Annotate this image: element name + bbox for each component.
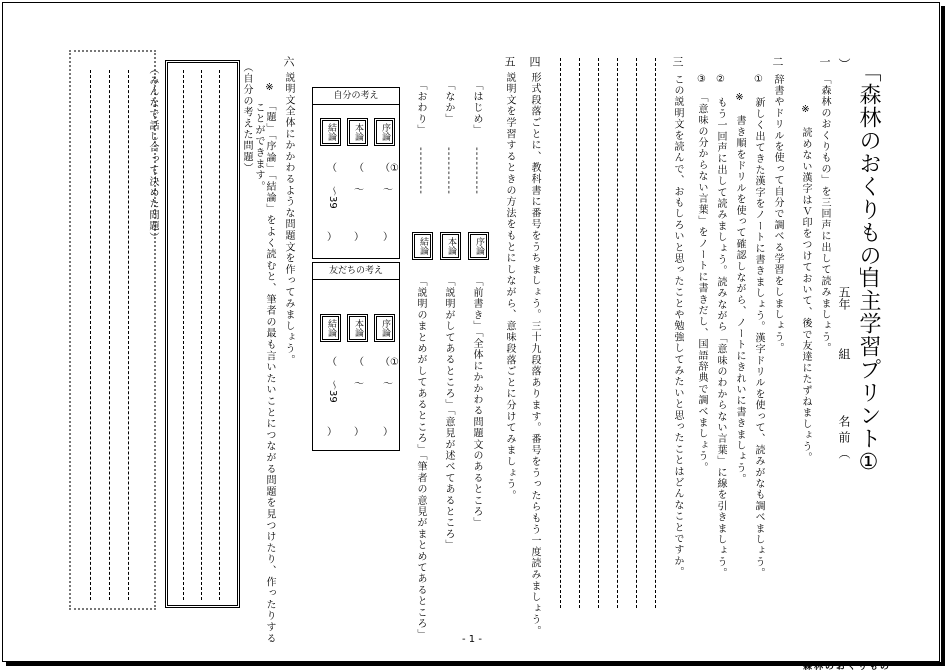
answer-line — [90, 70, 91, 600]
leader-dots: ‐‐‐‐‐‐‐‐‐‐ — [443, 147, 454, 196]
name-label: 名前 — [837, 415, 851, 447]
paragraph-range-sep: ～39 — [327, 380, 338, 403]
document-title: 「森林のおくりもの」 — [856, 60, 881, 290]
answer-line — [579, 58, 580, 608]
answer-line — [219, 70, 220, 600]
name-bracket-close: ） — [837, 58, 851, 70]
part-desc: 「前書き」「全体にかかわる問題文のあるところ」 — [471, 276, 482, 529]
paragraph-range-open: （ — [354, 357, 364, 368]
honron-label: 本論 — [440, 232, 461, 260]
ketsuron-label: 結論 — [320, 314, 341, 342]
paragraph-range-sep: ～39 — [327, 186, 338, 209]
document-subtitle: 自主学習プリント① — [856, 266, 881, 476]
section-6-note: ※ 「題」「序論」「結論」をよく読むと、筆者の最も言いたいことにつながる問題を見つけたり、作ったりする — [264, 82, 275, 645]
answer-line — [560, 58, 561, 608]
paragraph-range-open: （ — [327, 163, 337, 174]
section-number: 五 — [503, 56, 516, 69]
honron-label: 本論 — [347, 118, 368, 146]
honron-label: 本論 — [347, 314, 368, 342]
section-6-text: 説明文全体にかかわるような問題文を作ってみましょう。 — [283, 72, 294, 366]
table-header: 自分の考え — [313, 88, 399, 105]
group-question-label: （みんなで話し合って決めた問題） — [147, 64, 158, 244]
section-1-note: ※ 読めない漢字はＶ印をつけておいて、後で友達にたずねましょう。 — [800, 104, 811, 464]
paragraph-range-sep: ～ — [354, 379, 364, 390]
table-header: 友だちの考え — [313, 263, 399, 280]
joron-label: 序論 — [374, 314, 395, 342]
grade-label: 五年 — [837, 286, 851, 310]
own-question-frame — [165, 60, 240, 608]
answer-line — [128, 70, 129, 600]
footer-title: 森林のおくりもの — [803, 662, 892, 672]
answer-line — [598, 58, 599, 608]
section-number: 四 — [528, 56, 541, 69]
section-6-note-continued: ことができます。 — [253, 102, 264, 193]
paragraph-range-close: ） — [327, 427, 337, 438]
answer-line — [183, 70, 184, 600]
section-2-item-2: ② もう一回声に出して読みましょう。読みながら「意味のわからない言葉」に線を引きましょう。 — [715, 74, 726, 579]
part-desc: 「説明のまとめがしてあるところ」「筆者の意見がまとめてあるところ」 — [415, 276, 426, 641]
section-number: 三 — [671, 56, 684, 69]
section-4-text: 形式段落ごとに、教科書に番号をうちましょう。三十九段落あります。番号をうったらもう一度読みましょう。 — [529, 72, 540, 637]
paragraph-range-close: ） — [383, 427, 393, 438]
answer-line — [655, 58, 656, 608]
paragraph-range-close: ） — [354, 232, 364, 243]
section-number: 二 — [771, 56, 784, 69]
paragraph-range-open: （ — [327, 357, 337, 368]
section-2-item-3: ③ 「意味の分からない言葉」をノートに書きだし、国語辞典で調べましょう。 — [696, 74, 707, 474]
group-question-frame — [69, 50, 156, 610]
paragraph-range-open: （① — [380, 357, 399, 368]
section-2-text: 辞書やドリルを使って自分で調べる学習をしましょう。 — [772, 74, 783, 354]
joron-label: 序論 — [374, 118, 395, 146]
ketsuron-label: 結論 — [412, 232, 433, 260]
answer-line — [636, 58, 637, 608]
answer-line — [201, 70, 202, 600]
part-desc: 「説明がしてあるところ」「意見が述べてあるところ」 — [443, 276, 454, 551]
part-name: 「はじめ」 — [471, 80, 482, 136]
part-name: 「なか」 — [443, 80, 454, 125]
paragraph-range-open: （ — [354, 163, 364, 174]
section-5-text: 説明文を学習するときの方法をもとにしながら、意味段落ごとに分けてみましょう。 — [504, 72, 515, 502]
part-name: 「おわり」 — [415, 80, 426, 136]
section-2-item-1-note: ※ 書き順をドリルを使って確認しながら、ノートにきれいに書きましょう。 — [734, 92, 745, 485]
paragraph-range-close: ） — [327, 232, 337, 243]
answer-line — [617, 58, 618, 608]
page-shadow — [941, 6, 945, 664]
page-number: - 1 - — [462, 634, 482, 645]
paragraph-range-sep: ～ — [354, 185, 364, 196]
section-number: 一 — [818, 56, 831, 69]
class-label: 組 — [837, 348, 851, 360]
section-3-text: この説明文を読んで、おもしろいと思ったことや勉強してみたいと思ったことはどんなことですか。 — [672, 74, 683, 578]
paragraph-range-sep: ～ — [383, 379, 393, 390]
paragraph-range-close: ） — [383, 232, 393, 243]
paragraph-range-open: （① — [380, 163, 399, 174]
section-1-text: 「森林のおくりもの」を三回声に出して読みましょう。 — [819, 74, 830, 354]
paragraph-range-sep: ～ — [383, 185, 393, 196]
leader-dots: ‐‐‐‐‐‐‐‐‐‐ — [471, 147, 482, 196]
joron-label: 序論 — [468, 232, 489, 260]
leader-dots: ‐‐‐‐‐‐‐‐‐‐ — [415, 147, 426, 196]
answer-line — [109, 70, 110, 600]
name-bracket-open: （ — [837, 447, 851, 459]
ketsuron-label: 結論 — [320, 118, 341, 146]
section-2-item-1: ① 新しく出てきた漢字をノートに書きましょう。漢字ドリルを使って、読みがなも調べましょう。 — [753, 74, 764, 579]
own-question-label: （自分の考えた問題） — [241, 62, 252, 174]
paragraph-range-close: ） — [354, 427, 364, 438]
section-number: 六 — [282, 56, 295, 69]
